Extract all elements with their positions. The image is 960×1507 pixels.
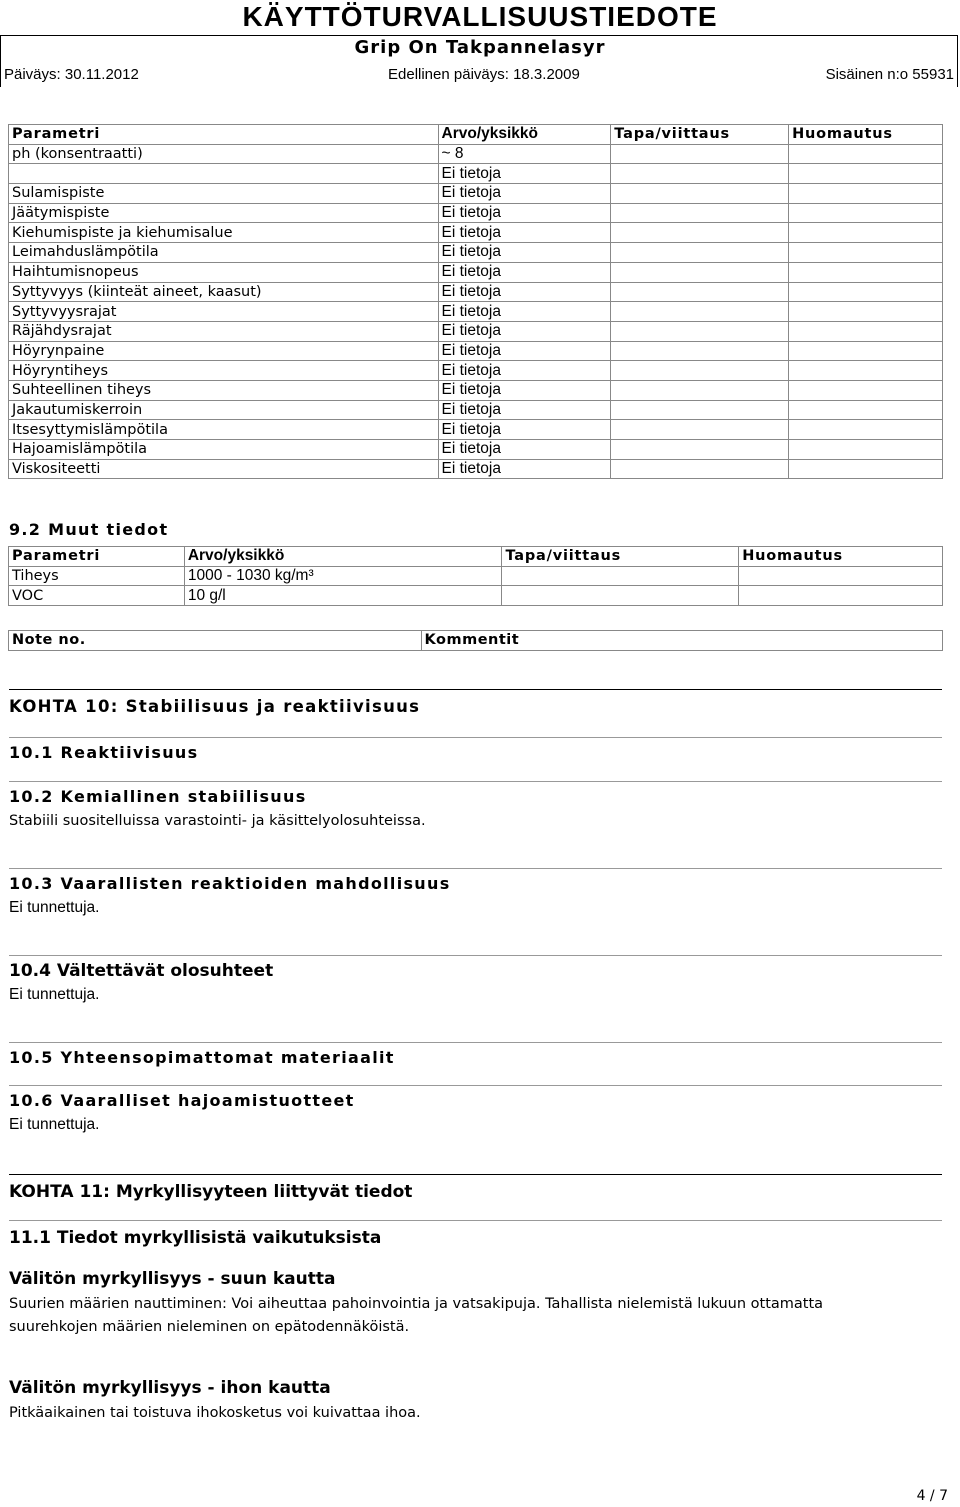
method-cell — [611, 341, 789, 361]
table-header-row — [9, 631, 943, 651]
physical-properties-table — [8, 124, 943, 479]
method-cell — [611, 361, 789, 381]
method-cell — [611, 144, 789, 164]
value-cell: Ei tietoja — [438, 184, 611, 204]
method-cell — [611, 203, 789, 223]
table-row — [9, 203, 943, 223]
subsection-heading-10-6: 10.6 Vaaralliset hajoamistuotteet — [9, 1085, 942, 1112]
table-row — [9, 380, 943, 400]
table-row — [9, 223, 943, 243]
method-cell — [611, 400, 789, 420]
table-row — [9, 321, 943, 341]
value-cell: Ei tietoja — [438, 164, 611, 184]
remark-cell — [789, 302, 943, 322]
method-cell — [502, 566, 739, 586]
table-row — [9, 302, 943, 322]
column-header: Note no. — [9, 631, 422, 651]
column-header: Huomautus — [789, 125, 943, 145]
remark-cell — [789, 459, 943, 479]
remark-cell — [739, 566, 943, 586]
parameter-cell: Jakautumiskerroin — [9, 400, 439, 420]
parameter-cell: VOC — [9, 586, 185, 606]
method-cell — [611, 262, 789, 282]
paragraph-10-2: Stabiili suositelluissa varastointi- ja käsittelyolosuhteissa. — [9, 813, 426, 829]
parameter-cell: Viskositeetti — [9, 459, 439, 479]
table-row — [9, 164, 943, 184]
method-cell — [611, 459, 789, 479]
parameter-cell — [9, 164, 439, 184]
method-cell — [611, 164, 789, 184]
remark-cell — [789, 341, 943, 361]
section-heading-11: KOHTA 11: Myrkyllisyyteen liittyvät tiedot — [9, 1174, 942, 1203]
value-cell: Ei tietoja — [438, 262, 611, 282]
parameter-cell: Haihtumisnopeus — [9, 262, 439, 282]
table-row — [9, 586, 943, 606]
parameter-cell: Höyryntiheys — [9, 361, 439, 381]
table-row — [9, 361, 943, 381]
remark-cell — [789, 400, 943, 420]
dermal-toxicity-text: Pitkäaikainen tai toistuva ihokosketus voi kuivattaa ihoa. — [9, 1405, 421, 1421]
column-header: Kommentit — [421, 631, 942, 651]
method-cell — [611, 440, 789, 460]
parameter-cell: Hajoamislämpötila — [9, 440, 439, 460]
parameter-cell: Sulamispiste — [9, 184, 439, 204]
value-cell: ~ 8 — [438, 144, 611, 164]
table-row — [9, 420, 943, 440]
remark-cell — [789, 420, 943, 440]
document-title: KÄYTTÖTURVALLISUUSTIEDOTE — [242, 1, 718, 32]
internal-number-label: Sisäinen n:o 55931 — [825, 66, 954, 83]
value-cell: Ei tietoja — [438, 459, 611, 479]
value-cell: Ei tietoja — [438, 203, 611, 223]
table-header-row — [9, 125, 943, 145]
parameter-cell: Suhteellinen tiheys — [9, 380, 439, 400]
value-cell: Ei tietoja — [438, 361, 611, 381]
remark-cell — [789, 282, 943, 302]
dermal-toxicity-heading: Välitön myrkyllisyys - ihon kautta — [9, 1378, 331, 1398]
parameter-cell: Itsesyttymislämpötila — [9, 420, 439, 440]
notes-table — [8, 630, 943, 651]
table-row — [9, 440, 943, 460]
method-cell — [611, 420, 789, 440]
oral-toxicity-text-line-2: suurehkojen määrien nieleminen on epätodennäköistä. — [9, 1319, 410, 1335]
method-cell — [611, 282, 789, 302]
value-cell: 10 g/l — [184, 586, 502, 606]
paragraph-10-3: Ei tunnettuja. — [9, 899, 100, 916]
subsection-heading-10-3: 10.3 Vaarallisten reaktioiden mahdollisuus — [9, 868, 942, 895]
remark-cell — [789, 361, 943, 381]
parameter-cell: Syttyvyysrajat — [9, 302, 439, 322]
column-header: Arvo/yksikkö — [184, 547, 502, 567]
column-header: Parametri — [9, 125, 439, 145]
parameter-cell: Jäätymispiste — [9, 203, 439, 223]
remark-cell — [789, 144, 943, 164]
remark-cell — [789, 223, 943, 243]
value-cell: 1000 - 1030 kg/m³ — [184, 566, 502, 586]
subsection-heading-10-4: 10.4 Vältettävät olosuhteet — [9, 955, 942, 982]
method-cell — [611, 380, 789, 400]
parameter-cell: Tiheys — [9, 566, 185, 586]
table-row — [9, 282, 943, 302]
method-cell — [611, 223, 789, 243]
value-cell: Ei tietoja — [438, 243, 611, 263]
remark-cell — [789, 243, 943, 263]
method-cell — [611, 321, 789, 341]
table-row — [9, 144, 943, 164]
table-header-row — [9, 547, 943, 567]
value-cell: Ei tietoja — [438, 400, 611, 420]
paragraph-10-6: Ei tunnettuja. — [9, 1116, 100, 1133]
page-number: 4 / 7 — [916, 1488, 948, 1504]
table-row — [9, 184, 943, 204]
parameter-cell: Kiehumispiste ja kiehumisalue — [9, 223, 439, 243]
parameter-cell: ph (konsentraatti) — [9, 144, 439, 164]
subsection-heading-10-1: 10.1 Reaktiivisuus — [9, 737, 942, 764]
remark-cell — [789, 184, 943, 204]
oral-toxicity-heading: Välitön myrkyllisyys - suun kautta — [9, 1269, 336, 1289]
column-header: Huomautus — [739, 547, 943, 567]
remark-cell — [789, 380, 943, 400]
table-row — [9, 262, 943, 282]
date-label: Päiväys: 30.11.2012 — [4, 66, 139, 83]
remark-cell — [789, 440, 943, 460]
subsection-heading-10-2: 10.2 Kemiallinen stabiilisuus — [9, 781, 942, 808]
oral-toxicity-text-line-1: Suurien määrien nauttiminen: Voi aiheuttaa pahoinvointia ja vatsakipuja. Tahallista nielemistä lukuun ottamatta — [9, 1296, 824, 1312]
method-cell — [611, 184, 789, 204]
parameter-cell: Räjähdysrajat — [9, 321, 439, 341]
column-header: Parametri — [9, 547, 185, 567]
method-cell — [611, 243, 789, 263]
product-name: Grip On Takpannelasyr — [354, 37, 606, 58]
value-cell: Ei tietoja — [438, 223, 611, 243]
table-row — [9, 459, 943, 479]
column-header: Tapa/viittaus — [502, 547, 739, 567]
column-header: Arvo/yksikkö — [438, 125, 611, 145]
parameter-cell: Leimahduslämpötila — [9, 243, 439, 263]
remark-cell — [789, 203, 943, 223]
other-info-table — [8, 546, 943, 606]
remark-cell — [739, 586, 943, 606]
paragraph-10-4: Ei tunnettuja. — [9, 986, 100, 1003]
column-header: Tapa/viittaus — [611, 125, 789, 145]
value-cell: Ei tietoja — [438, 282, 611, 302]
subsection-heading-11-1: 11.1 Tiedot myrkyllisistä vaikutuksista — [9, 1220, 942, 1249]
parameter-cell: Syttyvyys (kiinteät aineet, kaasut) — [9, 282, 439, 302]
table-row — [9, 566, 943, 586]
table-row — [9, 341, 943, 361]
method-cell — [502, 586, 739, 606]
remark-cell — [789, 262, 943, 282]
table-row — [9, 243, 943, 263]
value-cell: Ei tietoja — [438, 302, 611, 322]
value-cell: Ei tietoja — [438, 420, 611, 440]
value-cell: Ei tietoja — [438, 341, 611, 361]
value-cell: Ei tietoja — [438, 380, 611, 400]
table-row — [9, 400, 943, 420]
remark-cell — [789, 164, 943, 184]
previous-date-label: Edellinen päiväys: 18.3.2009 — [388, 66, 580, 83]
method-cell — [611, 302, 789, 322]
value-cell: Ei tietoja — [438, 440, 611, 460]
value-cell: Ei tietoja — [438, 321, 611, 341]
section-heading-10: KOHTA 10: Stabiilisuus ja reaktiivisuus — [9, 689, 942, 718]
parameter-cell: Höyrynpaine — [9, 341, 439, 361]
subsection-heading-10-5: 10.5 Yhteensopimattomat materiaalit — [9, 1042, 942, 1069]
remark-cell — [789, 321, 943, 341]
section-heading-9-2: 9.2 Muut tiedot — [9, 520, 169, 539]
